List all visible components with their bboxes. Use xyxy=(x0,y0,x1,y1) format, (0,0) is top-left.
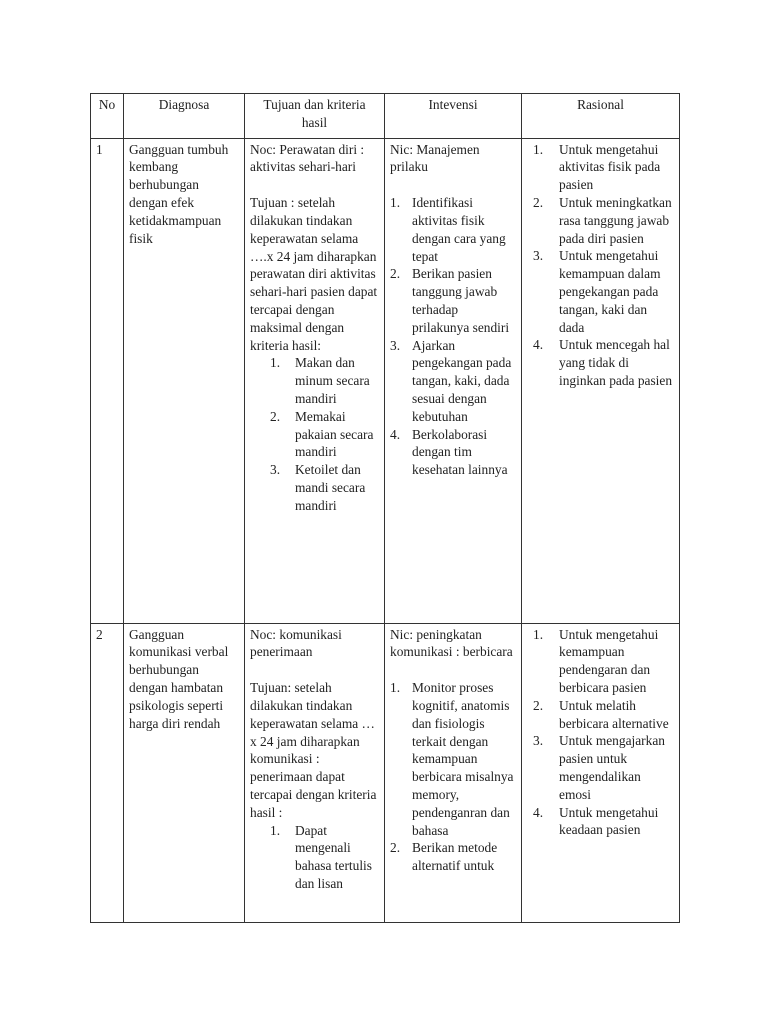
list-item: 4. Berkolaborasi dengan tim kesehatan lainnya xyxy=(390,426,508,478)
header-rasional: Rasional xyxy=(522,94,680,139)
list-item: 3. Ajarkan pengekangan pada tangan, kaki, dada sesuai dengan kebutuhan xyxy=(390,337,512,424)
rasional-list xyxy=(527,626,674,840)
tujuan-cell xyxy=(245,623,385,922)
list-item: 1. Monitor proses kognitif, anatomis dan fisiologis terkait dengan kemampuan berbicara misalnya memory, pendenganran dan bahasa xyxy=(390,680,514,838)
list-item: 2. Untuk meningkatkan rasa tanggung jawab pada diri pasien xyxy=(533,194,672,246)
kriteria-list xyxy=(250,354,379,514)
list-item: 3. Ketoilet dan mandi secara mandiri xyxy=(270,462,366,513)
list-item: 1. Dapat mengenali bahasa tertulis dan lisan xyxy=(270,822,372,891)
row-number: 1 xyxy=(91,138,124,623)
intervensi-cell xyxy=(385,623,522,922)
tujuan-text: Tujuan: setelah dilakukan tindakan keperawatan selama …x 24 jam diharapkan komunikasi : penerimaan dapat tercapai dengan kriteria hasil : xyxy=(250,680,377,820)
noc-text: Noc: Perawatan diri : aktivitas sehari-hari xyxy=(250,141,365,175)
nursing-care-plan-table xyxy=(90,93,680,923)
list-item: 2. Untuk melatih berbicara alternative xyxy=(533,697,669,731)
list-item: 1. Untuk mengetahui kemampuan pendengaran dan berbicara pasien xyxy=(533,626,659,695)
noc-text: Noc: komunikasi penerimaan xyxy=(250,626,342,660)
nic-text: Nic: peningkatan komunikasi : berbicara xyxy=(390,626,513,660)
intervensi-list xyxy=(390,679,516,875)
tujuan-text: Tujuan : setelah dilakukan tindakan keperawatan selama ….x 24 jam diharapkan perawatan diri aktivitas sehari-hari pasien dapat tercapai dengan maksimal dengan kriteria hasil: xyxy=(250,195,378,353)
intervensi-list xyxy=(390,194,516,479)
list-item: 3. Untuk mengetahui kemampuan dalam pengekangan pada tangan, kaki dan dada xyxy=(533,248,661,335)
rasional-cell xyxy=(522,623,680,922)
list-item: 2. Memakai pakaian secara mandiri xyxy=(270,408,374,460)
list-item: 4. Untuk mengetahui keadaan pasien xyxy=(533,804,659,838)
tujuan-cell xyxy=(245,138,385,623)
nic-text: Nic: Manajemen prilaku xyxy=(390,141,480,175)
diagnosa-cell: Gangguan tumbuh kembang berhubungan dengan efek ketidakmampuan fisik xyxy=(124,138,245,623)
rasional-cell xyxy=(522,138,680,623)
header-tujuan: Tujuan dan kriteria hasil xyxy=(245,94,385,139)
header-diagnosa: Diagnosa xyxy=(124,94,245,139)
list-item: 1. Makan dan minum secara mandiri xyxy=(270,355,370,406)
list-item: 2. Berikan pasien tanggung jawab terhadap prilakunya sendiri xyxy=(390,266,510,335)
rasional-list xyxy=(527,141,674,390)
list-item: 1. Untuk mengetahui aktivitas fisik pada pasien xyxy=(533,141,661,193)
list-item: 4. Untuk mencegah hal yang tidak di inginkan pada pasien xyxy=(533,337,673,388)
table-row xyxy=(91,138,680,623)
kriteria-list xyxy=(250,822,379,893)
list-item: 3. Untuk mengajarkan pasien untuk mengendalikan emosi xyxy=(533,733,665,802)
table-row xyxy=(91,623,680,922)
header-intervensi: Intevensi xyxy=(385,94,522,139)
row-number: 2 xyxy=(91,623,124,922)
diagnosa-cell: Gangguan komunikasi verbal berhubungan dengan hambatan psikologis seperti harga diri rendah xyxy=(124,623,245,922)
list-item: 1. Identifikasi aktivitas fisik dengan cara yang tepat xyxy=(390,195,506,264)
list-item: 2. Berikan metode alternatif untuk xyxy=(390,840,498,874)
intervensi-cell xyxy=(385,138,522,623)
header-no: No xyxy=(91,94,124,139)
table-header-row xyxy=(91,94,680,139)
